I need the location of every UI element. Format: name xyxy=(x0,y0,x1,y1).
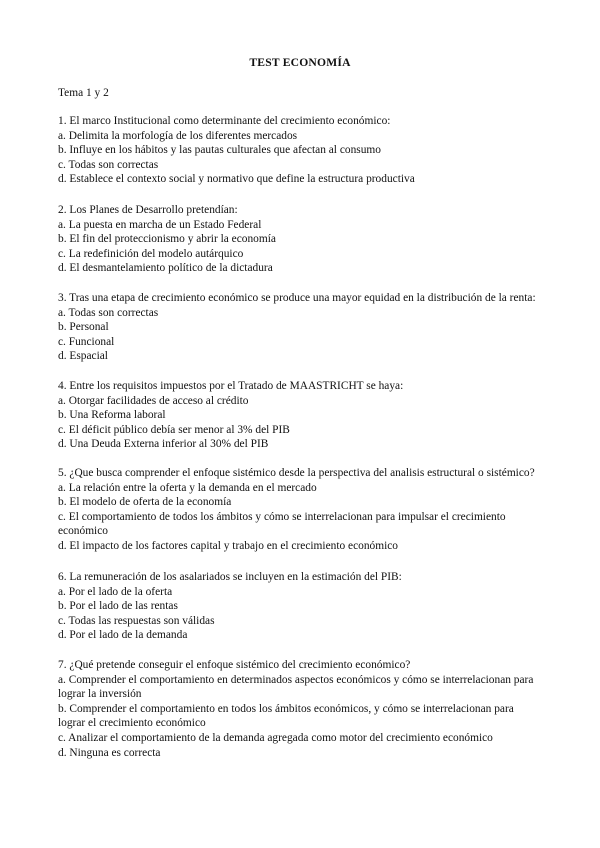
question-6 xyxy=(58,570,538,643)
answer-option-b: b. Una Reforma laboral xyxy=(58,409,166,422)
answer-option-d: d. El desmantelamiento político de la dictadura xyxy=(58,262,273,275)
answer-option-b: b. Por el lado de las rentas xyxy=(58,600,178,613)
answer-option-c: c. El déficit público debía ser menor al 3% del PIB xyxy=(58,423,290,436)
answer-option-c: c. La redefinición del modelo autárquico xyxy=(58,247,244,260)
answer-option-a: a. Delimita la morfología de los diferentes mercados xyxy=(58,129,298,142)
question-text: 6. La remuneración de los asalariados se incluyen en la estimación del PIB: xyxy=(58,571,402,583)
answer-option-b: b. El modelo de oferta de la economía xyxy=(58,496,232,509)
answer-option-c: c. Analizar el comportamiento de la demanda agregada como motor del crecimiento económico xyxy=(58,731,493,744)
question-text: 1. El marco Institucional como determinante del crecimiento económico: xyxy=(58,115,391,127)
question-text: 7. ¿Qué pretende conseguir el enfoque sistémico del crecimiento económico? xyxy=(58,659,411,671)
answer-option-c: c. Funcional xyxy=(58,335,115,348)
answer-option-a: a. Otorgar facilidades de acceso al crédito xyxy=(58,394,249,407)
answer-option-b: b. El fin del proteccionismo y abrir la economía xyxy=(58,233,276,246)
answer-option-d: d. Establece el contexto social y normativo que define la estructura productiva xyxy=(58,173,415,186)
answer-option-a: a. La puesta en marcha de un Estado Federal xyxy=(58,218,262,231)
answer-option-b: b. Influye en los hábitos y las pautas culturales que afectan al consumo xyxy=(58,144,381,157)
question-1 xyxy=(58,114,538,187)
answer-option-d: d. Espacial xyxy=(58,350,108,363)
answer-option-c: c. Todas las respuestas son válidas xyxy=(58,614,215,627)
question-3 xyxy=(58,291,538,364)
answer-option-d: d. Ninguna es correcta xyxy=(58,746,161,759)
question-text: 4. Entre los requisitos impuestos por el Tratado de MAASTRICHT se haya: xyxy=(58,380,404,392)
answer-option-c: c. El comportamiento de todos los ámbitos y cómo se interrelacionan para impulsar el crecimiento económico xyxy=(58,510,506,538)
answer-option-b: b. Personal xyxy=(58,321,109,334)
page-subtitle: Tema 1 y 2 xyxy=(58,87,109,99)
question-5 xyxy=(58,466,538,554)
answer-option-a: a. Comprender el comportamiento en determinados aspectos económicos y cómo se interrelacionan para lograr la inversión xyxy=(58,673,534,701)
question-text: 3. Tras una etapa de crecimiento económico se produce una mayor equidad en la distribución de la renta: xyxy=(58,292,536,304)
question-text: 5. ¿Que busca comprender el enfoque sistémico desde la perspectiva del analisis estructural o sistémico? xyxy=(58,467,535,479)
answer-option-a: a. Todas son correctas xyxy=(58,306,159,319)
answer-option-c: c. Todas son correctas xyxy=(58,158,159,171)
answer-option-b: b. Comprender el comportamiento en todos los ámbitos económicos, y cómo se interrelacionan para lograr el crecimiento económico xyxy=(58,702,514,730)
answer-option-a: a. Por el lado de la oferta xyxy=(58,585,173,598)
question-text: 2. Los Planes de Desarrollo pretendían: xyxy=(58,204,238,216)
question-2 xyxy=(58,203,538,276)
answer-option-d: d. Una Deuda Externa inferior al 30% del PIB xyxy=(58,438,269,451)
answer-option-d: d. El impacto de los factores capital y trabajo en el crecimiento económico xyxy=(58,539,399,552)
question-4 xyxy=(58,379,538,452)
page-title: TEST ECONOMÍA xyxy=(249,56,351,69)
question-7 xyxy=(58,658,538,760)
answer-option-a: a. La relación entre la oferta y la demanda en el mercado xyxy=(58,481,317,494)
answer-option-d: d. Por el lado de la demanda xyxy=(58,629,188,642)
